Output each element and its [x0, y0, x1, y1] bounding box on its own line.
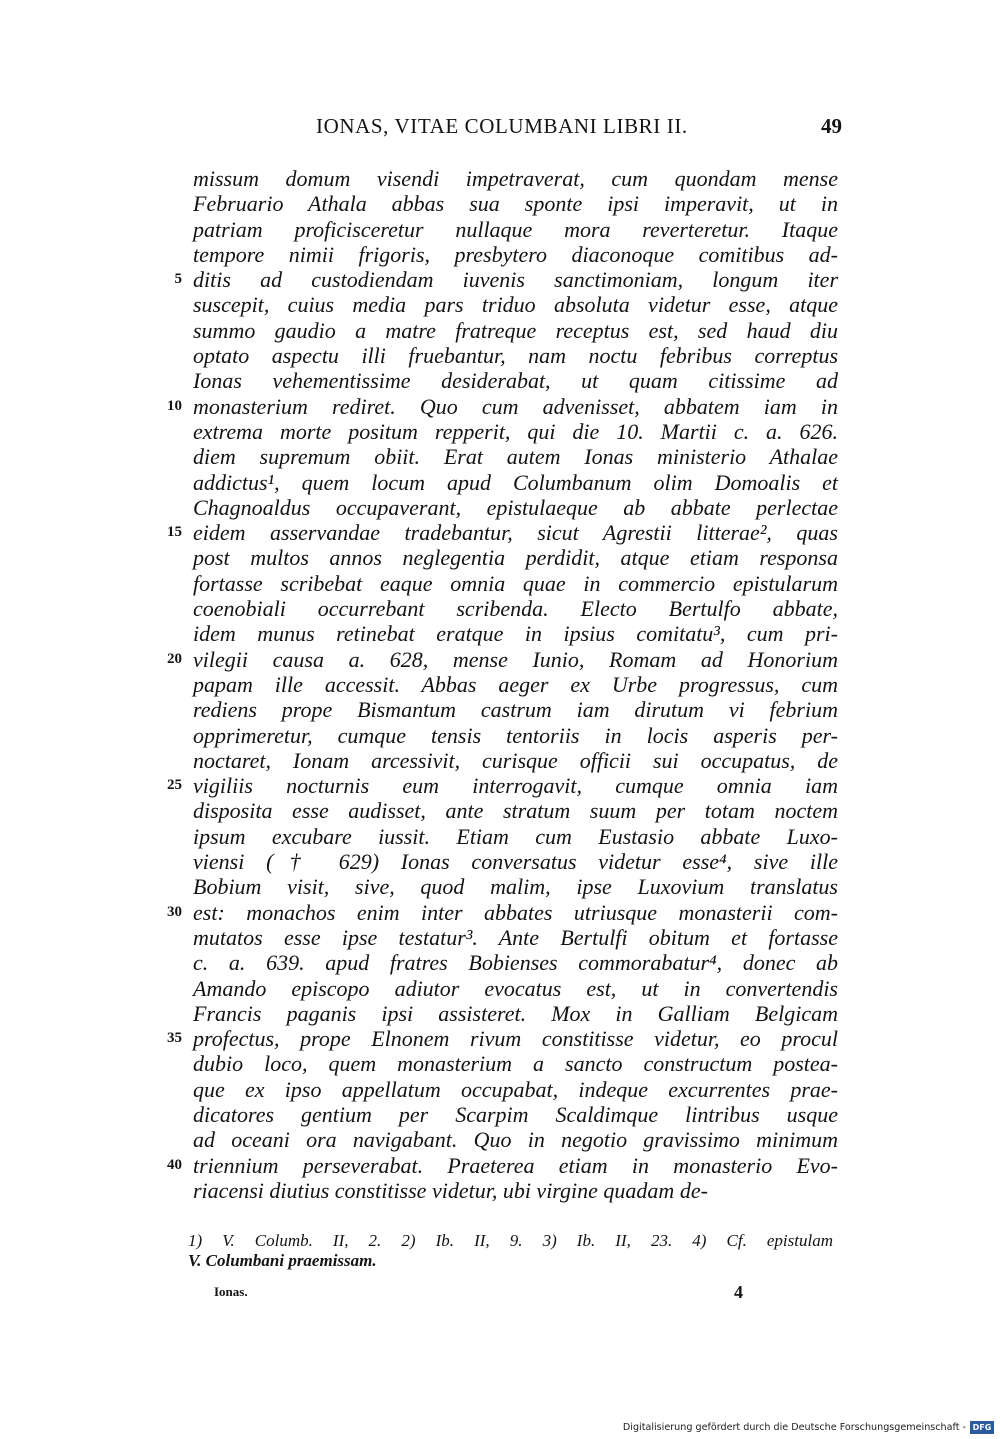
- text-line: [193, 1127, 838, 1152]
- text-line: [167, 393, 838, 419]
- text-line: [193, 596, 838, 621]
- text-line-content: vilegii causa a. 628, mense Iunio, Romam ad Honorium: [193, 646, 838, 672]
- text-line-content: Bobium visit, sive, quod malim, ipse Luxovium translatus: [193, 874, 838, 900]
- text-line-content: c. a. 639. apud fratres Bobienses commorabatur⁴, donec ab: [193, 950, 838, 976]
- text-line: [193, 1001, 838, 1026]
- text-line-content: triennium perseverabat. Praeterea etiam in monasterio Evo-: [193, 1152, 838, 1178]
- text-line: [193, 849, 838, 874]
- line-number: 20: [167, 650, 182, 667]
- text-line-content: patriam proficisceretur nullaque mora reverteretur. Itaque: [193, 216, 838, 242]
- line-number: 10: [167, 397, 182, 414]
- text-line: [193, 748, 838, 773]
- text-line-content: optato aspectu illi fruebantur, nam noctu febribus correptus: [193, 343, 838, 369]
- text-line-content: ditis ad custodiendam iuvenis sanctimoniam, longum iter: [193, 267, 838, 293]
- text-line: [193, 824, 838, 849]
- text-line: [193, 368, 838, 393]
- text-line: [193, 343, 838, 368]
- footnote-line: V. Columbani praemissam.: [188, 1251, 377, 1270]
- text-line-content: Francis paganis ipsi assisteret. Mox in Galliam Belgicam: [193, 1000, 838, 1026]
- text-line-content: ad oceani ora navigabant. Quo in negotio gravissimo minimum: [193, 1127, 838, 1153]
- text-line: [193, 1051, 838, 1076]
- line-number: 5: [174, 271, 182, 288]
- text-line-content: addictus¹, quem locum apud Columbanum olim Domoalis et: [193, 469, 838, 495]
- text-line: [167, 773, 838, 799]
- text-line-content: disposita esse audisset, ante stratum suum per totam noctem: [193, 798, 838, 824]
- main-text-block: [167, 166, 838, 1203]
- text-line: [193, 419, 838, 444]
- text-line-content: viensi († 629) Ionas conversatus videtur esse⁴, sive ille: [193, 849, 838, 875]
- text-line: [193, 950, 838, 975]
- text-line-content: dicatores gentium per Scarpim Scaldimque lintribus usque: [193, 1101, 838, 1127]
- text-line-content: suscepit, cuius media pars triduo absoluta videtur esse, atque: [193, 292, 838, 318]
- text-line-content: missum domum visendi impetraverat, cum quondam mense: [193, 166, 838, 191]
- text-line-content: extrema morte positum repperit, qui die 10. Martii c. a. 626.: [193, 418, 838, 444]
- text-line: [167, 646, 838, 672]
- text-line: [193, 925, 838, 950]
- text-line: [193, 571, 838, 596]
- text-line-content: summo gaudio a matre fratreque receptus est, sed haud diu: [193, 317, 838, 343]
- text-line-content: Amando episcopo adiutor evocatus est, ut in convertendis: [193, 975, 838, 1001]
- text-line: [193, 444, 838, 469]
- text-line-content: idem munus retinebat eratque in ipsius comitatu³, cum pri-: [193, 621, 838, 647]
- footnotes: [188, 1231, 833, 1271]
- text-line: [193, 621, 838, 646]
- text-line: [193, 495, 838, 520]
- text-line: [193, 1178, 838, 1203]
- text-line-content: Chagnoaldus occupaverant, epistulaeque ab abbate perlectae: [193, 494, 838, 520]
- text-line: [167, 899, 838, 925]
- text-line: [167, 520, 838, 546]
- text-line-content: Ionas vehementissime desiderabat, ut quam citissime ad: [193, 368, 838, 394]
- text-line: [193, 191, 838, 216]
- text-line: [167, 1026, 838, 1052]
- text-line: [193, 166, 838, 191]
- text-line: [193, 470, 838, 495]
- text-line: [193, 1102, 838, 1127]
- sheet-number: 4: [734, 1282, 743, 1302]
- text-line: [193, 318, 838, 343]
- text-line-content: profectus, prope Elnonem rivum constitisse videtur, eo procul: [193, 1026, 838, 1052]
- page-number: 49: [821, 114, 842, 138]
- text-line-content: que ex ipso appellatum occupabat, indeque excurrentes prae-: [193, 1076, 838, 1102]
- text-line: [193, 976, 838, 1001]
- text-line-content: dubio loco, quem monasterium a sancto constructum postea-: [193, 1051, 838, 1077]
- running-head-title: IONAS, VITAE COLUMBANI LIBRI II.: [316, 114, 688, 138]
- line-number: 30: [167, 903, 182, 920]
- credit-text: Digitalisierung gefördert durch die Deutsche Forschungsgemeinschaft -: [622, 1422, 966, 1433]
- text-line-content: est: monachos enim inter abbates utriusque monasterii com-: [193, 899, 838, 925]
- text-line-content: vigiliis nocturnis eum interrogavit, cumque omnia iam: [193, 773, 838, 799]
- text-line: [193, 1077, 838, 1102]
- text-line-content: riacensi diutius constitisse videtur, ubi virgine quadam de-: [193, 1177, 708, 1203]
- text-line: [193, 672, 838, 697]
- text-line-content: opprimeretur, cumque tensis tentoriis in locis asperis per-: [193, 722, 838, 748]
- text-line: [193, 242, 838, 267]
- running-header: [316, 114, 842, 144]
- text-line-content: noctaret, Ionam arcessivit, curisque officii sui occupatus, de: [193, 747, 838, 773]
- dfg-logo-icon: DFG: [970, 1421, 994, 1434]
- text-line: [193, 217, 838, 242]
- signature-mark: Ionas.: [214, 1284, 248, 1299]
- text-line: [167, 1152, 838, 1178]
- line-number: 40: [167, 1156, 182, 1173]
- text-line-content: ipsum excubare iussit. Etiam cum Eustasio abbate Luxo-: [193, 823, 838, 849]
- line-number: 35: [167, 1030, 182, 1047]
- text-line-content: fortasse scribebat eaque omnia quae in commercio epistularum: [193, 570, 838, 596]
- line-number: 15: [167, 524, 182, 541]
- text-line-content: diem supremum obiit. Erat autem Ionas ministerio Athalae: [193, 444, 838, 470]
- text-line: [174, 267, 838, 293]
- text-line-content: monasterium rediret. Quo cum advenisset, abbatem iam in: [193, 393, 838, 419]
- text-line-content: eidem asservandae tradebantur, sicut Agrestii litterae², quas: [193, 520, 838, 546]
- digitization-credit: [604, 1421, 996, 1436]
- text-line: [193, 545, 838, 570]
- text-line-content: papam ille accessit. Abbas aeger ex Urbe progressus, cum: [193, 671, 838, 697]
- text-line-content: Februario Athala abbas sua sponte ipsi imperavit, ut in: [193, 191, 838, 217]
- line-number: 25: [167, 777, 182, 794]
- text-line: [193, 723, 838, 748]
- text-line-content: post multos annos neglegentia perdidit, atque etiam responsa: [193, 545, 838, 571]
- text-line-content: coenobiali occurrebant scribenda. Electo Bertulfo abbate,: [193, 596, 838, 622]
- text-line-content: tempore nimii frigoris, presbytero diaconoque comitibus ad-: [193, 241, 838, 267]
- text-line: [193, 697, 838, 722]
- text-line: [193, 798, 838, 823]
- text-line-content: rediens prope Bismantum castrum iam dirutum vi febrium: [193, 697, 838, 723]
- text-line: [193, 292, 838, 317]
- footnote-line: 1) V. Columb. II, 2. 2) Ib. II, 9. 3) Ib. II, 23. 4) Cf. epistulam: [188, 1231, 833, 1250]
- text-line: [193, 874, 838, 899]
- text-line-content: mutatos esse ipse testatur³. Ante Bertulfi obitum et fortasse: [193, 924, 838, 950]
